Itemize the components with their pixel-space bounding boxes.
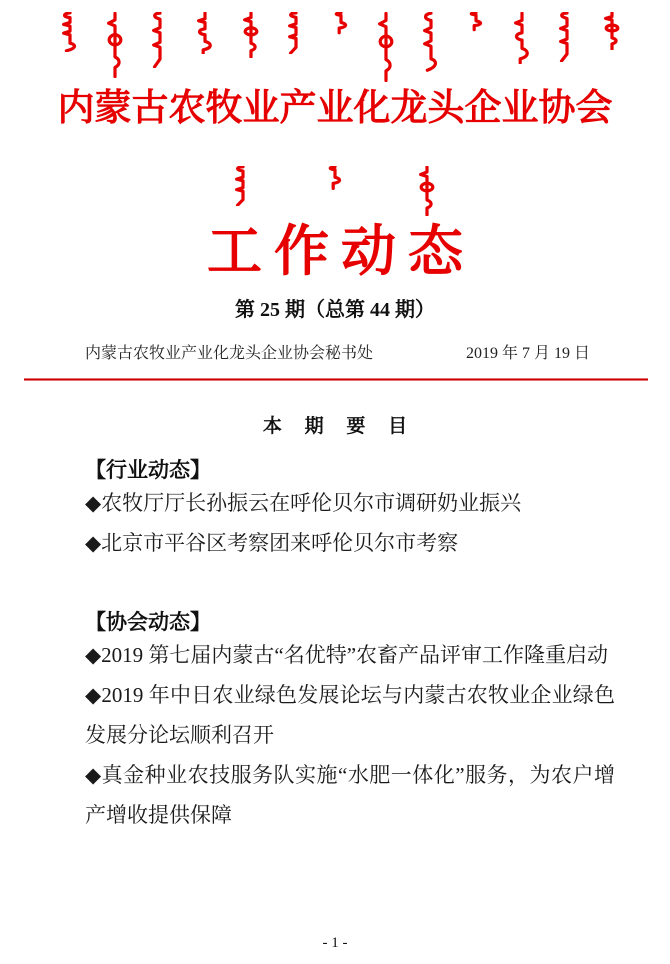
mongolian-script-icon [195,12,215,54]
mongolian-script-icon [233,166,253,206]
toc-item: ◆北京市平谷区考察团来呼伦贝尔市考察 [85,531,459,555]
toc-section-title: 【行业动态】 [85,458,211,482]
newsletter-title: 工作动态 [206,221,475,282]
organization-name: 内蒙古农牧业产业化龙头企业协会 [57,88,613,129]
mongolian-script-subtitle-row [0,166,670,218]
toc-section-industry [85,457,615,563]
masthead-divider-rule [24,378,648,381]
mongolian-script-icon [60,12,80,52]
issue-number: 第 25 期（总第 44 期） [235,299,435,321]
toc-heading: 本 期 要 目 [262,416,417,437]
mongolian-script-icon [602,12,622,50]
publish-date: 2019 年 7 月 19 日 [465,345,590,362]
toc-item: ◆2019 年中日农业绿色发展论坛与内蒙古农牧业企业绿色发展分论坛顺利召开 [85,683,615,747]
mongolian-script-icon [150,12,170,68]
page-number: - 1 - [322,935,348,951]
mongolian-script-icon [417,166,437,216]
publisher-line [85,344,590,364]
toc-item: ◆2019 第七届内蒙古“名优特”农畜产品评审工作隆重启动 [85,643,609,667]
publisher-name: 内蒙古农牧业产业化龙头企业协会秘书处 [85,345,374,362]
mongolian-script-icon [466,12,486,34]
toc-item: ◆真金种业农技服务队实施“水肥一体化”服务，为农户增产增收提供保障 [85,763,615,827]
mongolian-script-icon [105,12,125,78]
mongolian-script-top-row [60,12,622,82]
mongolian-script-icon [286,12,306,54]
mongolian-script-icon [241,12,261,58]
toc-section-title: 【协会动态】 [85,610,211,634]
mongolian-script-icon [331,12,351,38]
newsletter-page [0,12,670,964]
toc-item: ◆农牧厅厅长孙振云在呼伦贝尔市调研奶业振兴 [85,491,522,515]
mongolian-script-icon [512,12,532,64]
mongolian-script-icon [376,12,396,82]
mongolian-script-icon [557,12,577,62]
mongolian-script-icon [325,166,345,194]
mongolian-script-icon [421,12,441,72]
toc-section-association [85,609,615,835]
